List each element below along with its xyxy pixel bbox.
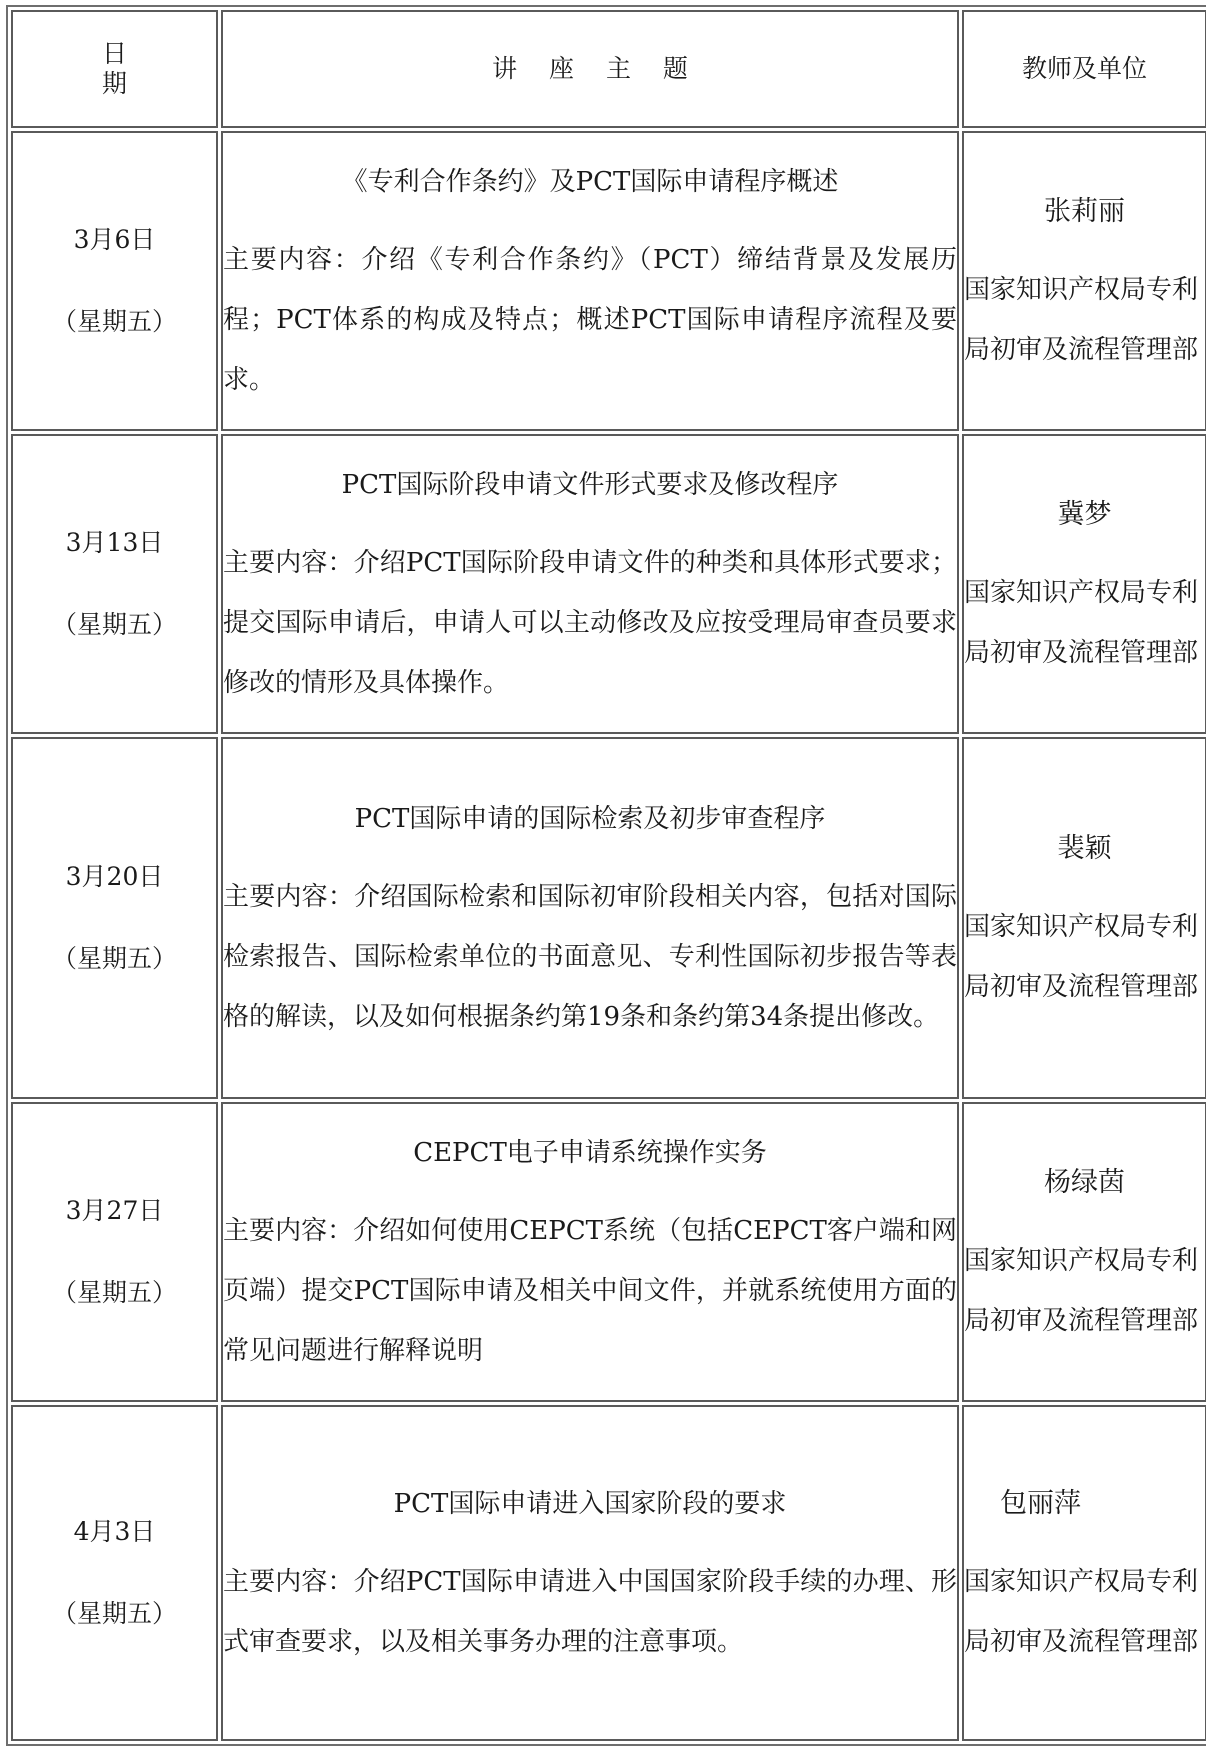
teacher-name: 裴颖 (1057, 833, 1112, 864)
lecture-title: CEPCT电子申请系统操作实务 (413, 1138, 767, 1168)
teacher-unit: 国家知识产权局专利局初审及流程管理部 (964, 912, 1199, 1002)
lecture-title: PCT国际申请进入国家阶段的要求 (393, 1489, 787, 1519)
lecture-content: 主要内容：介绍如何使用CEPCT系统（包括CEPCT客户端和网页端）提交PCT国际申请及相关中间文件，并就系统使用方面的常见问题进行解释说明 (223, 1216, 957, 1366)
table-row (11, 1102, 1206, 1402)
lecture-weekday: （星期五） (51, 610, 177, 639)
topic-cell (221, 434, 959, 734)
table-header-row (11, 10, 1206, 128)
teacher-name: 冀梦 (1057, 499, 1112, 530)
lecture-content: 主要内容：介绍《专利合作条约》（PCT）缔结背景及发展历程；PCT体系的构成及特点；概述PCT国际申请程序流程及要求。 (223, 245, 957, 395)
teacher-name: 包丽萍 (1000, 1488, 1081, 1519)
topic-cell (221, 1405, 959, 1741)
lecture-weekday: （星期五） (51, 307, 177, 336)
lecture-date: 3月6日 (73, 225, 156, 254)
lecture-content: 主要内容：介绍国际检索和国际初审阶段相关内容，包括对国际检索报告、国际检索单位的书面意见、专利性国际初步报告等表格的解读，以及如何根据条约第19条和条约第34条提出修改。 (223, 882, 957, 1032)
lecture-date: 3月13日 (65, 528, 164, 557)
teacher-name: 张莉丽 (1044, 196, 1125, 227)
lecture-schedule-table (6, 5, 1206, 1746)
teacher-cell (962, 434, 1206, 734)
topic-column-header: 讲 座 主 题 (221, 10, 959, 128)
date-cell (11, 434, 218, 734)
table-row (11, 434, 1206, 734)
date-cell (11, 1102, 218, 1402)
teacher-unit: 国家知识产权局专利局初审及流程管理部 (964, 578, 1199, 668)
lecture-title: 《专利合作条约》及PCT国际申请程序概述 (341, 167, 839, 197)
teacher-unit: 国家知识产权局专利局初审及流程管理部 (964, 1567, 1199, 1657)
date-cell (11, 1405, 218, 1741)
teacher-cell (962, 1405, 1206, 1741)
lecture-weekday: （星期五） (51, 1599, 177, 1628)
teacher-cell (962, 737, 1206, 1099)
teacher-name: 杨绿茵 (1044, 1167, 1125, 1198)
teacher-unit: 国家知识产权局专利局初审及流程管理部 (964, 275, 1199, 365)
table-row (11, 737, 1206, 1099)
topic-cell (221, 1102, 959, 1402)
teacher-column-header: 教师及单位 (962, 10, 1206, 128)
lecture-content: 主要内容：介绍PCT国际申请进入中国国家阶段手续的办理、形式审查要求，以及相关事务办理的注意事项。 (223, 1567, 957, 1657)
topic-cell (221, 737, 959, 1099)
teacher-unit: 国家知识产权局专利局初审及流程管理部 (964, 1246, 1199, 1336)
lecture-date: 3月27日 (65, 1196, 164, 1225)
teacher-cell (962, 131, 1206, 431)
lecture-content: 主要内容：介绍PCT国际阶段申请文件的种类和具体形式要求；提交国际申请后，申请人可以主动修改及应按受理局审查员要求修改的情形及具体操作。 (223, 548, 957, 698)
lecture-date: 3月20日 (65, 862, 164, 891)
date-column-header: 日 期 (11, 10, 218, 128)
lecture-title: PCT国际阶段申请文件形式要求及修改程序 (341, 470, 839, 500)
lecture-weekday: （星期五） (51, 1278, 177, 1307)
teacher-cell (962, 1102, 1206, 1402)
lecture-date: 4月3日 (73, 1517, 156, 1546)
date-cell (11, 131, 218, 431)
lecture-weekday: （星期五） (51, 944, 177, 973)
lecture-title: PCT国际申请的国际检索及初步审查程序 (354, 804, 826, 834)
date-cell (11, 737, 218, 1099)
topic-cell (221, 131, 959, 431)
lecture-schedule-document (6, 5, 1205, 1740)
table-row (11, 1405, 1206, 1741)
table-row (11, 131, 1206, 431)
